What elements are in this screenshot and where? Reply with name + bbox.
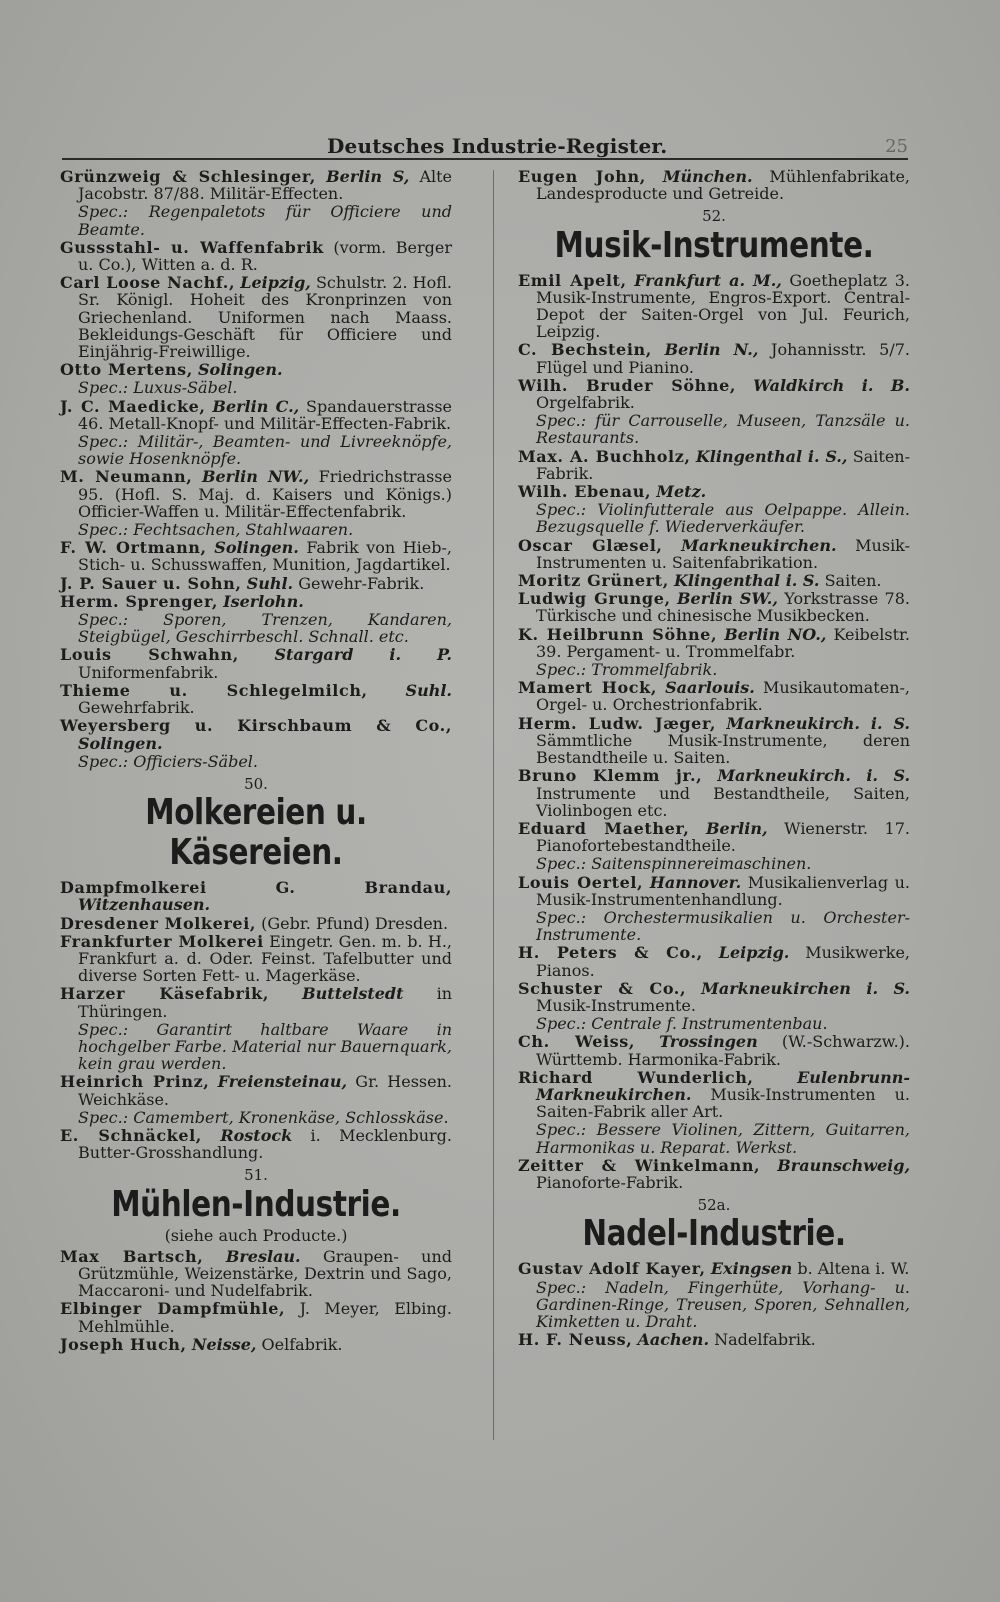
company-description: Graupen- und Grützmühle, Weizenstärke, Dextrin und Sago, Maccaroni- und Nudelfabrik. (78, 1246, 452, 1301)
company-description: Wienerstr. 17. Pianofortebestandtheile. (536, 818, 910, 856)
company-location: Berlin NO., (724, 624, 827, 644)
company-location: Solingen. (197, 360, 283, 380)
section-title: Molkereien u. Käsereien. (145, 792, 367, 874)
directory-entry (60, 1073, 452, 1107)
company-name: Frankfurter Molkerei (60, 931, 264, 951)
company-location: Hannover. (649, 872, 742, 892)
company-name: Carl Loose Nachf., (60, 273, 236, 293)
company-description: Johannisstr. 5/7. Flügel und Pianino. (536, 340, 910, 377)
company-description: in Thüringen. (78, 984, 453, 1021)
section-title: Nadel-Industrie. (582, 1213, 846, 1255)
company-name: Dresdener Molkerei, (60, 913, 257, 933)
company-location: Klingenthal i. S., (695, 446, 848, 466)
directory-entry (518, 1157, 910, 1191)
company-name: Wilh. Bruder Söhne, (518, 375, 737, 395)
section-number: 51. (244, 1166, 268, 1185)
company-name: Otto Mertens, (60, 360, 193, 380)
company-location: Solingen. (78, 733, 163, 753)
directory-entry (60, 274, 452, 360)
section-entries (518, 1260, 910, 1348)
left-column (60, 168, 452, 1354)
directory-entry (60, 361, 452, 378)
company-location: Solingen. (214, 538, 299, 558)
company-name: Max Bartsch, (60, 1246, 204, 1266)
speciality-note: Spec.: Centrale f. Instrumentenbau. (536, 1014, 828, 1034)
directory-entry (60, 985, 452, 1019)
company-name: Dampfmolkerei G. Brandau, (60, 878, 452, 898)
directory-entry (518, 448, 910, 482)
directory-entry (518, 767, 910, 819)
company-description: Friedrichstrasse 95. (Hofl. S. Maj. d. Kaisers und Königs.) Officier-Waffen u. Militär-Effectenfabrik. (78, 467, 452, 521)
section-entries (518, 272, 910, 1192)
company-location: Leipzig, (240, 273, 311, 293)
directory-entry (518, 679, 910, 713)
right-column (518, 168, 910, 1349)
company-description: Orgelfabrik. (536, 393, 635, 413)
company-description: Gr. Hessen. Weichkäse. (78, 1072, 452, 1109)
company-location: Trossingen (659, 1032, 758, 1052)
company-description: Musikautomaten-, Orgel- u. Orchestrionfabrik. (536, 678, 911, 715)
speciality-note: Spec.: Trommelfabrik. (536, 660, 718, 680)
company-description: Saiten. (819, 571, 882, 591)
company-location: Eulenbrunn-Markneukirchen. (536, 1067, 910, 1104)
company-description: (vorm. Berger u. Co.), Witten a. d. R. (78, 237, 452, 275)
company-location: Neisse, (191, 1334, 257, 1354)
section-entries (60, 879, 452, 1161)
speciality-note: Spec.: Bessere Violinen, Zittern, Guitarren, Harmonikas u. Reparat. Werkst. (536, 1120, 910, 1157)
company-location: Waldkirch i. B. (753, 375, 910, 395)
company-description: Keibelstr. 39. Pergament- u. Trommelfabr. (536, 624, 910, 661)
directory-entry (518, 168, 910, 202)
company-description: Musikwerke, Pianos. (536, 943, 911, 980)
company-location: Markneukirchen i. S. (701, 978, 910, 998)
company-name: Eugen John, (518, 167, 646, 186)
header-rule (62, 158, 908, 160)
directory-entry (518, 1033, 910, 1067)
directory-entry (60, 1336, 452, 1353)
company-location: München. (662, 167, 753, 186)
speciality-note: Spec.: Violinfutterale aus Oelpappe. Allein. Bezugsquelle f. Wiederverkäufer. (536, 500, 910, 537)
directory-entry (518, 272, 910, 341)
section-note: (siehe auch Producte.) (164, 1225, 348, 1245)
company-location: Berlin S, (326, 167, 410, 186)
directory-entry (60, 398, 452, 432)
company-name: Zeitter & Winkelmann, (518, 1155, 761, 1175)
company-name: H. F. Neuss, (518, 1330, 633, 1350)
company-location: Breslau. (225, 1246, 301, 1266)
company-description: Spandauerstrasse 46. Metall-Knopf- und Militär-Effecten-Fabrik. (78, 396, 453, 433)
speciality-note: Spec.: Garantirt haltbare Waare in hochgelber Farbe. Material nur Bauernquark, kein grau werden. (78, 1019, 452, 1074)
directory-entry (60, 933, 452, 985)
company-description: Sämmtliche Musik-Instrumente, deren Bestandtheile u. Saiten. (536, 730, 910, 768)
right-top-entries (518, 168, 910, 202)
company-name: Mamert Hock, (518, 678, 657, 698)
company-name: K. Heilbrunn Söhne, (518, 624, 718, 644)
company-description: Nadelfabrik. (709, 1330, 816, 1350)
company-description: Musik-Instrumenten u. Saitenfabrikation. (536, 535, 910, 572)
company-location: Stargard i. P. (274, 645, 452, 665)
company-name: Joseph Huch, (60, 1334, 187, 1354)
page-number: 25 (885, 136, 908, 157)
company-name: J. P. Sauer u. Sohn, (60, 573, 242, 593)
company-description: Gewehr-Fabrik. (293, 573, 425, 593)
directory-entry (518, 572, 910, 589)
company-name: Emil Apelt, (518, 270, 627, 290)
company-name: Gustav Adolf Kayer, (518, 1259, 706, 1279)
company-description: Musik-Instrumenten u. Saiten-Fabrik aller Art. (536, 1084, 910, 1122)
column-divider (493, 170, 494, 1440)
section-number: 50. (244, 774, 268, 793)
directory-entry (518, 874, 910, 908)
company-name: Elbinger Dampfmühle, (60, 1299, 286, 1319)
speciality-note: Spec.: Sporen, Trenzen, Kandaren, Steigbügel, Geschirrbeschl. Schnall. etc. (78, 610, 452, 647)
company-location: Markneukirch. i. S. (717, 766, 911, 786)
company-name: Louis Oertel, (518, 872, 644, 892)
company-name: C. Bechstein, (518, 340, 652, 360)
company-location: Saarlouis. (665, 678, 755, 698)
company-location: Buttelstedt (302, 984, 404, 1004)
directory-entry (60, 575, 452, 592)
directory-entry (518, 626, 910, 660)
directory-entry (518, 1069, 910, 1121)
company-location: Exingsen (710, 1259, 793, 1279)
speciality-note: Spec.: Officiers-Säbel. (78, 751, 258, 771)
speciality-note: Spec.: Regenpaletots für Officiere und Beamte. (78, 202, 452, 239)
company-location: Suhl. (405, 680, 452, 700)
speciality-note: Spec.: Orchestermusikalien u. Orchester-Instrumente. (536, 907, 910, 945)
company-location: Suhl. (246, 573, 294, 593)
speciality-note: Spec.: Camembert, Kronenkäse, Schlosskäse. (78, 1107, 449, 1127)
directory-entry (60, 168, 452, 202)
company-description: (W.-Schwarzw.). Württemb. Harmonika-Fabrik. (536, 1032, 910, 1069)
company-description: Yorkstrasse 78. Türkische und chinesische Musikbecken. (536, 589, 910, 626)
directory-entry (60, 682, 452, 716)
company-name: Heinrich Prinz, (60, 1072, 210, 1092)
directory-entry (518, 341, 910, 375)
company-name: F. W. Ortmann, (60, 538, 207, 558)
company-description: b. Altena i. W. (792, 1259, 910, 1279)
company-name: Moritz Grünert, (518, 571, 669, 591)
company-location: Aachen. (637, 1330, 710, 1350)
company-location: Braunschweig, (777, 1155, 911, 1175)
directory-entry (60, 539, 452, 573)
directory-entry (60, 879, 452, 913)
company-name: Ch. Weiss, (518, 1032, 636, 1052)
company-location: Rostock (220, 1125, 293, 1145)
company-description: Schulstr. 2. Hofl. Sr. Königl. Hoheit des Kronprinzen von Griechenland. Uniformen nach Maass. Bekleidungs-Geschäft für Officiere und Einjährig-Freiwillige. (78, 273, 453, 362)
company-description: Gewehrfabrik. (78, 698, 195, 718)
directory-entry (60, 1248, 452, 1300)
directory-entry (60, 717, 452, 751)
directory-entry (518, 715, 910, 767)
directory-entry (60, 593, 452, 610)
left-top-entries (60, 168, 452, 770)
company-description: Pianoforte-Fabrik. (536, 1172, 684, 1192)
company-name: Eduard Maether, (518, 818, 690, 838)
company-location: Klingenthal i. S. (673, 571, 820, 591)
company-name: Herm. Sprenger, (60, 591, 218, 611)
company-description: Fabrik von Hieb-, Stich- u. Schusswaffen, Munition, Jagdartikel. (78, 538, 452, 575)
company-description: Goetheplatz 3. Musik-Instrumente, Engros-Export. Central-Depot der Saiten-Orgel von Jul. Feurich, Leipzig. (536, 270, 910, 342)
section-number: 52. (702, 207, 726, 226)
company-name: Bruno Klemm jr., (518, 766, 703, 786)
directory-entry (60, 1127, 452, 1161)
section-entries (60, 1248, 452, 1353)
speciality-note: Spec.: Fechtsachen, Stahlwaaren. (78, 520, 354, 540)
company-name: J. C. Maedicke, (60, 396, 206, 416)
company-description: (Gebr. Pfund) Dresden. (256, 913, 449, 933)
company-location: Iserlohn. (223, 591, 304, 611)
company-name: Richard Wunderlich, (518, 1067, 754, 1087)
company-location: Markneukirch. i. S. (726, 713, 910, 733)
company-location: Berlin C., (212, 396, 300, 416)
company-location: Berlin NW., (201, 467, 310, 487)
company-name: H. Peters & Co., (518, 943, 703, 963)
company-description: Uniformenfabrik. (78, 662, 219, 682)
speciality-note: Spec.: Saitenspinnereimaschinen. (536, 854, 812, 874)
company-name: Oscar Glæsel, (518, 535, 663, 555)
company-location: Berlin SW., (677, 589, 778, 609)
company-name: Gussstahl- u. Waffenfabrik (60, 237, 324, 257)
speciality-note: Spec.: Militär-, Beamten- und Livreeknöpfe, sowie Hosenknöpfe. (78, 432, 452, 469)
company-description: Musik-Instrumente. (536, 995, 696, 1015)
directory-entry (60, 468, 452, 520)
company-name: Weyersberg u. Kirschbaum & Co., (60, 716, 452, 736)
directory-entry (60, 239, 452, 273)
company-description: Musikalienverlag u. Musik-Instrumentenhandlung. (536, 872, 910, 909)
directory-entry (518, 980, 910, 1014)
directory-entry (518, 377, 910, 411)
directory-entry (518, 820, 910, 854)
company-description: Instrumente und Bestandtheile, Saiten, Violinbogen etc. (536, 783, 910, 820)
speciality-note: Spec.: für Carrouselle, Museen, Tanzsäle u. Restaurants. (536, 411, 910, 448)
company-description: Saiten-Fabrik. (536, 446, 911, 483)
company-location: Freienstеinau, (217, 1072, 348, 1092)
section-number: 52a. (697, 1196, 731, 1215)
company-location: Berlin, (706, 818, 768, 838)
directory-entry (60, 1300, 452, 1334)
directory-entry (518, 483, 910, 500)
company-description: i. Mecklenburg. Butter-Grosshandlung. (78, 1125, 452, 1163)
company-location: Leipzig. (718, 943, 790, 963)
directory-entry (60, 646, 452, 680)
speciality-note: Spec.: Nadeln, Fingerhüte, Vorhang- u. Gardinen-Ringe, Treusen, Sporen, Sehnallen, Kimketten u. Draht. (536, 1277, 910, 1331)
company-location: Frankfurt a. M., (634, 270, 782, 290)
company-location: Markneukirchen. (681, 535, 837, 555)
directory-entry (518, 537, 910, 571)
company-location: Witzenhausen. (78, 895, 211, 915)
company-location: Berlin N., (664, 340, 759, 360)
company-description: J. Meyer, Elbing. Mehlmühle. (78, 1299, 453, 1336)
company-name: M. Neumann, (60, 467, 193, 487)
company-name: Wilh. Ebenau, (518, 482, 652, 502)
directory-entry (518, 1260, 910, 1277)
directory-entry (518, 590, 910, 624)
company-description: Oelfabrik. (256, 1334, 343, 1354)
directory-entry (60, 915, 452, 932)
company-location: Metz. (656, 482, 707, 502)
company-name: Max. A. Buchholz, (518, 446, 691, 466)
page-header (62, 134, 908, 162)
company-description: Alte Jacobstr. 87/88. Militär-Effecten. (78, 167, 453, 204)
company-name: Thieme u. Schlegelmilch, (60, 680, 368, 700)
company-name: Grünzweig & Schlesinger, (60, 167, 316, 186)
company-description: Mühlenfabrikate, Landesproducte und Getreide. (536, 167, 910, 204)
section-title: Mühlen-Industrie. (111, 1183, 401, 1225)
directory-entry (518, 1331, 910, 1348)
directory-entry (518, 944, 910, 978)
company-name: Schuster & Co., (518, 978, 687, 998)
speciality-note: Spec.: Luxus-Säbel. (78, 378, 238, 398)
section-title: Musik-Instrumente. (554, 224, 874, 266)
company-name: Herm. Ludw. Jæger, (518, 713, 716, 733)
running-title: Deutsches Industrie-Register. (327, 134, 668, 158)
company-name: Louis Schwahn, (60, 645, 239, 665)
company-description: Eingetr. Gen. m. b. H., Frankfurt a. d. Oder. Feinst. Tafelbutter und diverse Sorten Fett- u. Magerkäse. (78, 931, 453, 986)
company-name: Ludwig Grunge, (518, 589, 671, 609)
company-name: Harzer Käsefabrik, (60, 984, 270, 1004)
company-name: E. Schnäckel, (60, 1125, 202, 1145)
